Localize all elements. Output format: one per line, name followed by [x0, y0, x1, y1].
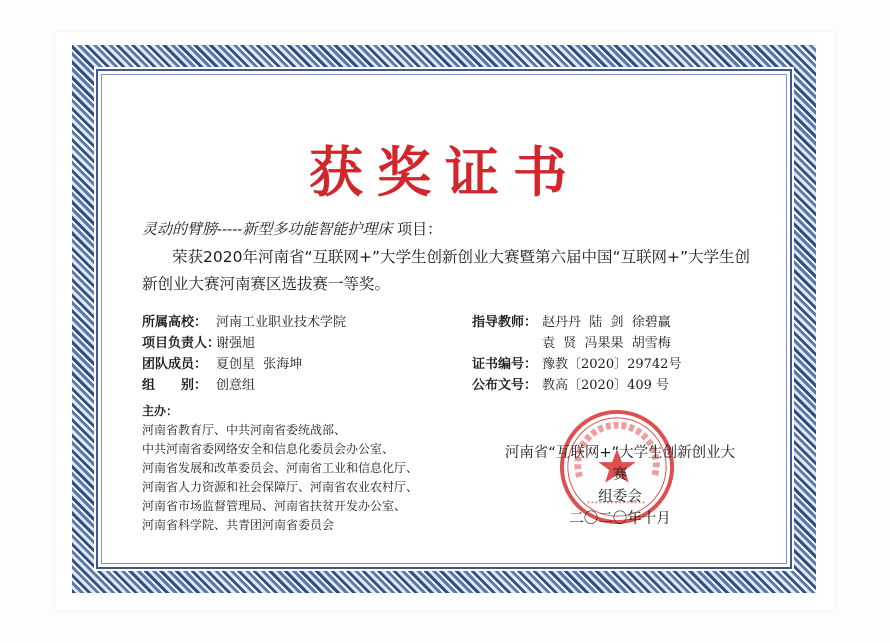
sponsor-line: 河南省发展和改革委员会、河南省工业和信息化厅、: [142, 461, 419, 475]
issuer-line-1: 河南省“互联网+”大学生创新创业大赛: [504, 445, 736, 483]
doc-no-value: 教高〔2020〕409 号: [542, 378, 670, 393]
left-info-block: [142, 312, 346, 396]
sponsor-line: 河南省教育厅、中共河南省委统战部、: [142, 423, 347, 437]
school-value: 河南工业职业技术学院: [216, 315, 347, 330]
sponsor-line: 中共河南省委网络安全和信息化委员会办公室、: [142, 442, 395, 456]
school-label: 所属高校：: [142, 315, 208, 330]
certificate-title: 获奖证书: [309, 140, 581, 204]
group-label: 组 别：: [142, 378, 208, 393]
project-suffix: 项目：: [392, 220, 443, 238]
info-row-advisors-2: [472, 333, 681, 354]
doc-no-label: 公布文号：: [472, 378, 538, 393]
leader-label: 项目负责人：: [142, 336, 221, 351]
sponsor-line: 河南省人力资源和社会保障厅、河南省农业农村厅、: [142, 480, 419, 494]
cert-no-value: 豫教〔2020〕29742号: [542, 357, 682, 372]
right-info-block: [472, 312, 681, 396]
members-label: 团队成员：: [142, 357, 208, 372]
info-row-doc-no: [472, 375, 681, 396]
advisor-line-1: 赵丹丹 陆 剑 徐碧赢: [542, 315, 671, 330]
group-value: 创意组: [216, 378, 256, 393]
advisor-line-2: 袁 贤 冯果果 胡雪梅: [542, 336, 671, 351]
info-row-leader: [142, 333, 346, 354]
sponsor-line: 河南省科学院、共青团河南省委员会: [142, 518, 335, 532]
sponsor-label: 主办：: [142, 404, 179, 418]
issuer-block: [500, 442, 740, 530]
issuer-line-2: 组委会: [598, 489, 642, 505]
award-text: 荣获2020年河南省“互联网+”大学生创新创业大赛暨第六届中国“互联网+”大学生创新创业大赛河南赛区选拔赛一等奖。: [142, 248, 751, 293]
sponsor-line: 河南省市场监督管理局、河南省扶贫开发办公室、: [142, 499, 407, 513]
project-name: 灵动的臂膀-----新型多功能智能护理床: [142, 220, 393, 238]
info-row-cert-no: [472, 354, 681, 375]
project-line: [142, 218, 442, 239]
info-row-school: [142, 312, 346, 333]
advisor-label: 指导教师：: [472, 315, 538, 330]
sponsor-block: [142, 402, 418, 535]
info-row-group: [142, 375, 346, 396]
info-row-advisors: [472, 312, 681, 333]
info-row-members: [142, 354, 346, 375]
members-value: 夏创星 张海坤: [216, 357, 303, 372]
leader-value: 谢强旭: [216, 336, 256, 351]
cert-no-label: 证书编号：: [472, 357, 538, 372]
issue-date: 二〇二〇年十月: [569, 511, 671, 527]
